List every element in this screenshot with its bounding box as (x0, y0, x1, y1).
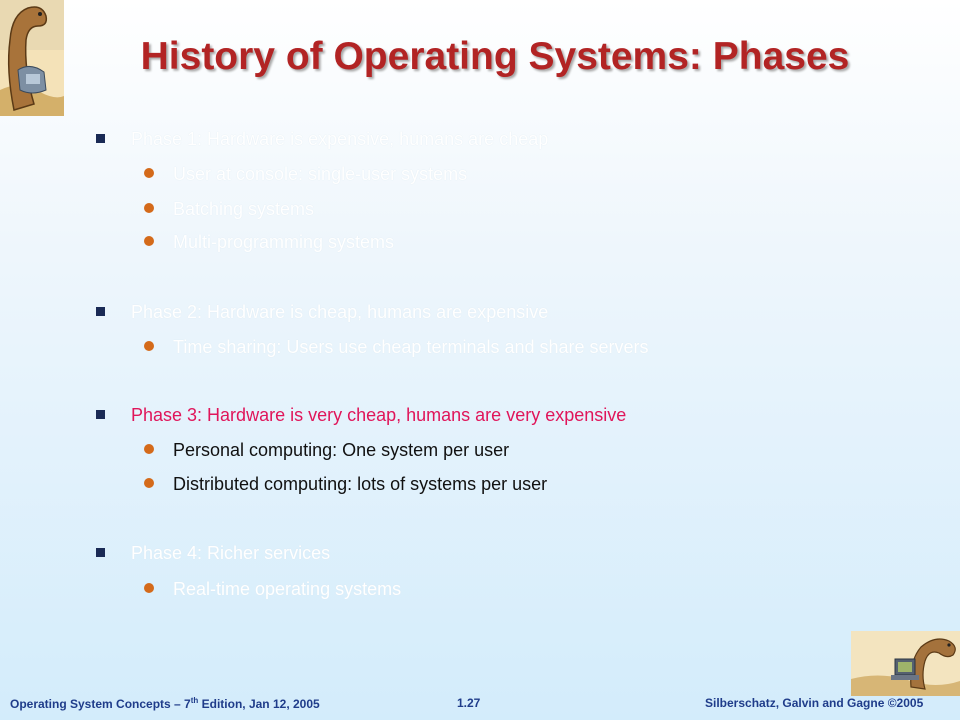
phase-3-item-1-text: Personal computing: One system per user (173, 440, 510, 460)
phase-2-item-1 (144, 337, 649, 358)
phase-3-item-2 (144, 474, 547, 495)
phase-3-item-1 (144, 440, 509, 461)
page-number: 1.27 (457, 696, 481, 710)
phase-2 (96, 302, 548, 323)
phase-1-item-2-text: Batching systems (173, 199, 315, 219)
footer-left (10, 696, 320, 711)
round-bullet-icon (144, 168, 154, 178)
phase-4-label: Phase 4: Richer services (131, 543, 331, 563)
phase-4-item-1-text: Real-time operating systems (173, 579, 402, 599)
phase-1-item-3 (144, 232, 394, 253)
square-bullet-icon (96, 134, 105, 143)
footer-right: Silberschatz, Galvin and Gagne ©2005 (705, 696, 924, 710)
phase-1-label: Phase 1: Hardware is expensive, humans are cheap (131, 129, 549, 149)
phase-3 (96, 405, 626, 426)
round-bullet-icon (144, 341, 154, 351)
round-bullet-icon (144, 236, 154, 246)
footer-left-suffix: Edition, Jan 12, 2005 (198, 697, 320, 711)
phase-2-item-1-text: Time sharing: Users use cheap terminals and share servers (173, 337, 649, 357)
phase-1-item-1-text: User at console: single-user systems (173, 164, 468, 184)
phase-3-label: Phase 3: Hardware is very cheap, humans are very expensive (131, 405, 627, 425)
slide-title: History of Operating Systems: Phases (140, 35, 850, 78)
footer-left-sup: th (190, 696, 199, 705)
round-bullet-icon (144, 583, 154, 593)
round-bullet-icon (144, 478, 154, 488)
square-bullet-icon (96, 307, 105, 316)
square-bullet-icon (96, 410, 105, 419)
phase-1-item-2 (144, 199, 314, 220)
footer-left-prefix: Operating System Concepts – 7 (10, 697, 191, 711)
round-bullet-icon (144, 444, 154, 454)
round-bullet-icon (144, 203, 154, 213)
phase-4 (96, 543, 330, 564)
phase-1-item-1 (144, 164, 467, 185)
phase-4-item-1 (144, 579, 401, 600)
square-bullet-icon (96, 548, 105, 557)
dinosaur-logo (0, 0, 64, 116)
phase-1 (96, 129, 548, 150)
phase-3-item-2-text: Distributed computing: lots of systems per user (173, 474, 548, 494)
phase-1-item-3-text: Multi-programming systems (173, 232, 395, 252)
phase-2-label: Phase 2: Hardware is cheap, humans are expensive (131, 302, 549, 322)
dinosaur-computer-logo (851, 631, 960, 696)
